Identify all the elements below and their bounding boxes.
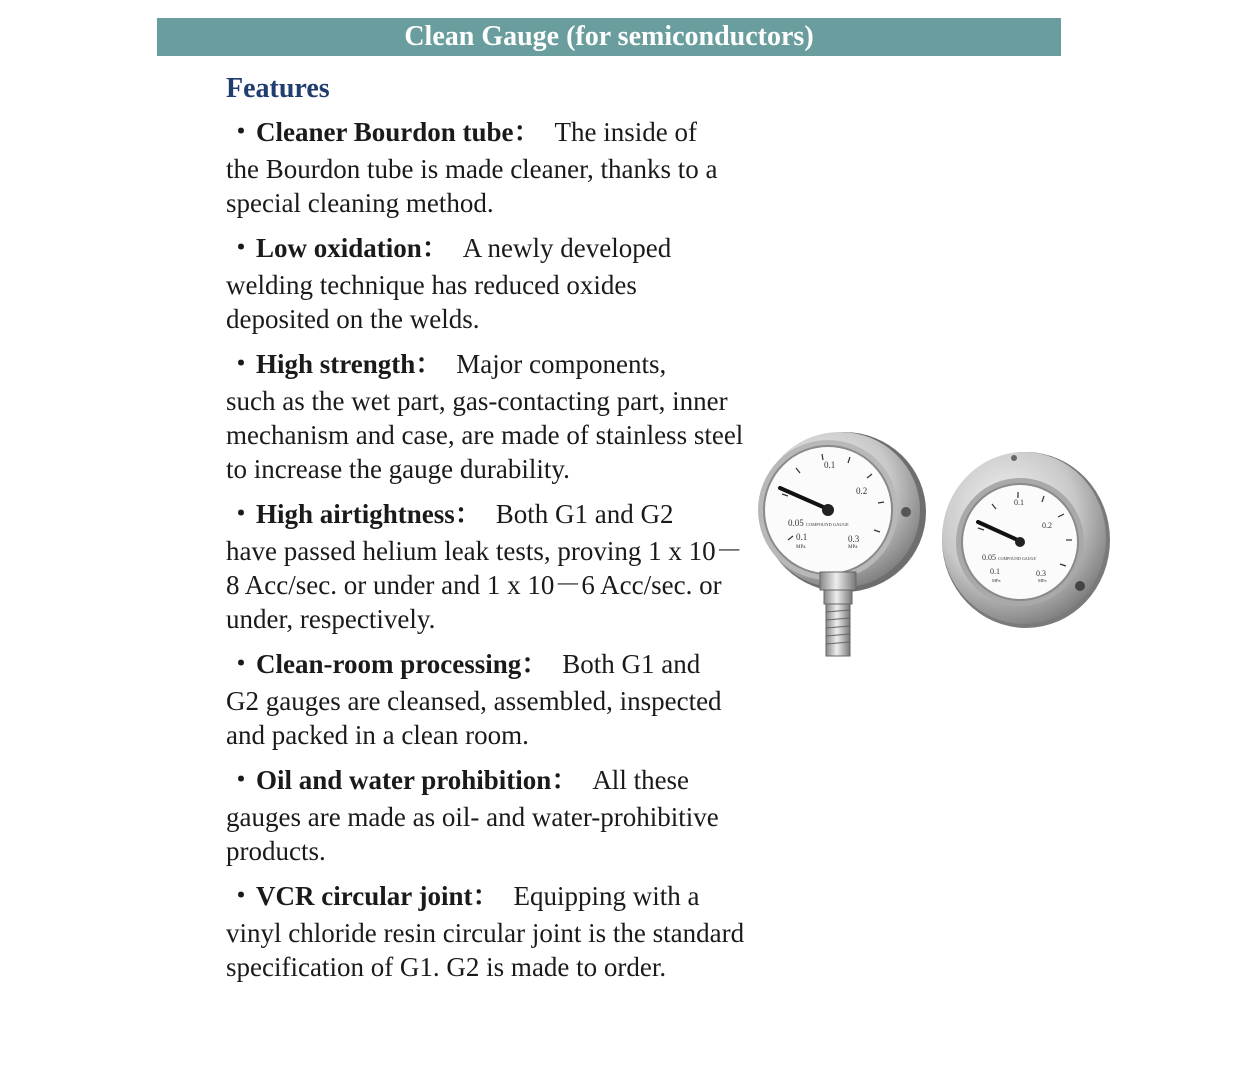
feature-text: such as the wet part, gas-contacting part, inner mechanism and case, are made of stainless steel to increase the gauge durability. (226, 386, 744, 484)
feature-text-lead: All these (592, 765, 690, 795)
feature-text-lead: Major components, (456, 349, 667, 379)
feature-text: G2 gauges are cleansed, assembled, inspected and packed in a clean room. (226, 686, 722, 750)
dial-scale-label: 0.05 (982, 553, 996, 562)
dial-scale-label: 0.3 (848, 534, 860, 544)
feature-separator: ： (415, 349, 443, 379)
dial-unit: MPa (1038, 578, 1047, 583)
feature-list (226, 112, 746, 992)
bullet: ・ (227, 499, 255, 529)
clean-gauge-product-image (752, 430, 1112, 662)
feature-name: Clean-room processing (256, 649, 522, 679)
feature-name: VCR circular joint (256, 881, 473, 911)
feature-text-lead: Equipping with a (513, 881, 700, 911)
feature-item (226, 344, 746, 486)
dial-unit: MPa (848, 545, 858, 550)
feature-item (226, 228, 746, 336)
feature-text: the Bourdon tube is made cleaner, thanks to a special cleaning method. (226, 154, 718, 218)
feature-item (226, 876, 746, 984)
dial-text: COMPOUND GAUGE (998, 556, 1036, 561)
feature-name: Cleaner Bourdon tube (256, 117, 514, 147)
feature-name: Low oxidation (256, 233, 422, 263)
dial-scale-label: 0.1 (1014, 498, 1024, 507)
feature-separator: ： (513, 117, 541, 147)
page-title: Clean Gauge (for semiconductors) (157, 18, 1061, 56)
feature-separator: ： (521, 649, 549, 679)
dial-unit: MPa (992, 578, 1001, 583)
feature-separator: ： (421, 233, 449, 263)
dial-scale-label: 0.3 (1036, 569, 1046, 578)
feature-item (226, 760, 746, 868)
feature-item (226, 494, 746, 636)
feature-name: Oil and water prohibition (256, 765, 552, 795)
dial-scale-label: 0.05 (788, 518, 804, 528)
dial-text: COMPOUND GAUGE (806, 522, 849, 527)
feature-separator: ： (551, 765, 579, 795)
feature-text: have passed helium leak tests, proving 1 x 10－8 Acc/sec. or under and 1 x 10－6 Acc/sec. or under, respectively. (226, 536, 743, 634)
feature-separator: ： (454, 499, 482, 529)
dial-scale-label: 0.1 (990, 567, 1000, 576)
bullet: ・ (227, 117, 255, 147)
feature-text: vinyl chloride resin circular joint is the standard specification of G1. G2 is made to order. (226, 918, 745, 982)
gauge-panel-mount (942, 452, 1110, 628)
feature-item (226, 644, 746, 752)
feature-text: gauges are made as oil- and water-prohibitive products. (226, 802, 719, 866)
feature-item (226, 112, 746, 220)
feature-name: High strength (256, 349, 416, 379)
dial-scale-label: 0.1 (824, 460, 836, 470)
feature-text-lead: The inside of (554, 117, 697, 147)
bullet: ・ (227, 349, 255, 379)
dial-scale-label: 0.2 (1042, 521, 1052, 530)
gauge-bottom-mount (758, 432, 926, 656)
dial-scale-label: 0.1 (796, 532, 808, 542)
dial-unit: MPa (796, 545, 806, 550)
bullet: ・ (227, 233, 255, 263)
feature-separator: ： (472, 881, 500, 911)
features-heading: Features (226, 73, 330, 104)
bullet: ・ (227, 765, 255, 795)
feature-text-lead: Both G1 and (562, 649, 701, 679)
bullet: ・ (227, 649, 255, 679)
bullet: ・ (227, 881, 255, 911)
dial-scale-label: 0.2 (856, 486, 868, 496)
feature-name: High airtightness (256, 499, 455, 529)
feature-text-lead: Both G1 and G2 (495, 499, 674, 529)
feature-text-lead: A newly developed (462, 233, 672, 263)
feature-text: welding technique has reduced oxides deposited on the welds. (226, 270, 637, 334)
